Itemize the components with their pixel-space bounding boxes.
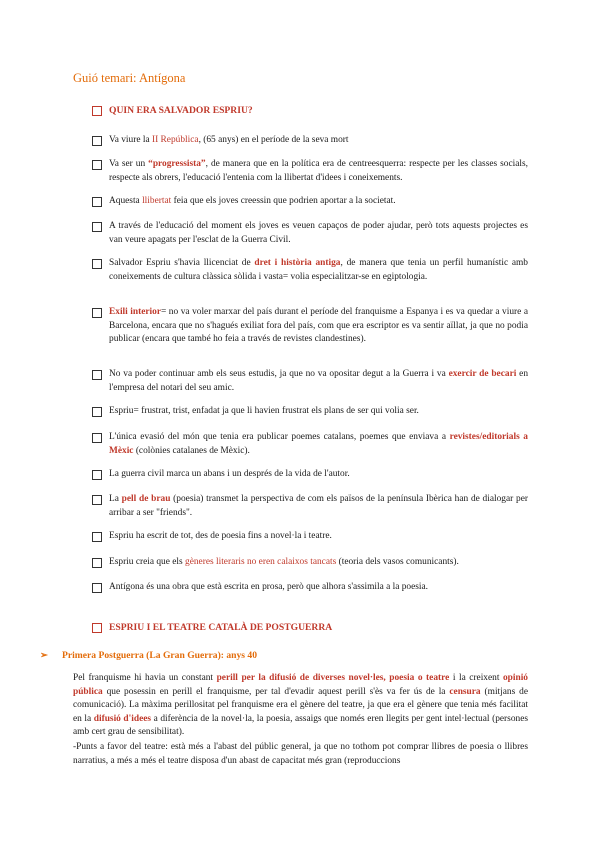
section-heading-espriu <box>92 105 253 116</box>
list-item: La pell de brau (poesia) transmet la perspectiva de com els països de la península Ibèrica han de dialogar per arribar a ser "friends". <box>92 493 528 520</box>
highlight: censura <box>449 686 481 697</box>
list-item: Exili interior= no va voler marxar del país durant el període del franquisme a Espanya i es va quedar a viure a Barcelona, encara que no s'hagués exiliat fora del país, com que era escriptor es va sentir aïllat, ja que no podia publicar (encara que també ho feia a través de revistes clandestines). <box>92 306 528 347</box>
section-heading-text: ESPRIU I EL TEATRE CATALÀ DE POSTGUERRA <box>109 622 333 633</box>
highlight: llibertat <box>142 196 172 206</box>
sub-heading-text: Primera Postguerra (La Gran Guerra): anys 40 <box>62 650 258 661</box>
checkbox[interactable] <box>92 259 102 269</box>
section-heading-text: QUIN ERA SALVADOR ESPRIU? <box>109 105 253 116</box>
highlight: II República <box>151 135 199 145</box>
checkbox[interactable] <box>92 370 102 380</box>
checkbox[interactable] <box>92 136 102 146</box>
highlight: Exili interior <box>109 307 161 317</box>
list-item: Va ser un “progressista”, de manera que en la política era de centreesquerra: respecte per les classes socials, respecte als obrers, l'educació l'entenia com la llibertat d'idees i coneixements. <box>92 158 528 185</box>
highlight: perill per la difusió de diverses novel·les, poesia o teatre <box>216 673 450 683</box>
sub-heading <box>40 650 257 661</box>
paragraph: -Punts a favor del teatre: està més a l'abast del públic general, ja que no tothom pot comprar llibres de poesia o llibres narratius, a més a més el teatre disposa d'un abast de capacitat més gran (reproduccions <box>73 742 528 766</box>
highlight: difusió d'idees <box>93 713 152 724</box>
list-item: L'única evasió del món que tenia era publicar poemes catalans, poemes que enviava a revistes/editorials a Mèxic (colònies catalanes de Mèxic). <box>92 431 528 458</box>
list-item: Va viure la II República, (65 anys) en el període de la seva mort <box>92 134 528 148</box>
list-item: Espriu ha escrit de tot, des de poesia fins a novel·la i teatre. <box>92 530 528 544</box>
checkbox[interactable] <box>92 222 102 232</box>
checkbox[interactable] <box>92 160 102 170</box>
list-item: Espriu creia que els gèneres literaris no eren calaixos tancats (teoria dels vasos comunicants). <box>92 556 528 570</box>
checkbox[interactable] <box>92 558 102 568</box>
highlight: revistes/editorials a Mèxic <box>109 432 528 456</box>
highlight: gèneres literaris no eren calaixos tancats <box>185 557 337 567</box>
list-item: Antígona és una obra que està escrita en prosa, però que alhora s'assimila a la poesia. <box>92 581 528 595</box>
checkbox[interactable] <box>92 495 102 505</box>
list-item: Salvador Espriu s'havia llicenciat de dret i història antiga, de manera que tenia un perfil humanístic amb coneixements de cultura clàssica sòlida i vasta= volia especialitzar-se en egiptologia. <box>92 257 528 284</box>
checkbox[interactable] <box>92 106 102 116</box>
checkbox[interactable] <box>92 433 102 443</box>
paragraph: Pel franquisme hi havia un constant perill per la difusió de diverses novel·les, poesia o teatre i la creixent opinió pública que posessin en perill el franquisme, per tal d'evadir aquest perill s'ès va fer ús de la censura (mitjans de comunicació). La màxima perillositat pel franquisme era el gènere del teatre, ja que era el gènere que tenia més facilitat en la difusió d'idees a diferència de la novel·la, la poesia, assaigs que només eren llegits per gent intel·lectual (persones amb cert grau de sensibilitat). <box>73 673 529 737</box>
list-item: La guerra civil marca un abans i un després de la vida de l'autor. <box>92 468 528 482</box>
checkbox[interactable] <box>92 470 102 480</box>
list-item: No va poder continuar amb els seus estudis, ja que no va opositar degut a la Guerra i va exercir de becari en l'empresa del notari del seu amic. <box>92 368 528 395</box>
list-item: Aquesta llibertat feia que els joves creessin que podrien aportar a la societat. <box>92 195 528 209</box>
checkbox[interactable] <box>92 532 102 542</box>
list-item: Espriu= frustrat, trist, enfadat ja que li havien frustrat els plans de ser qui volia ser. <box>92 405 528 419</box>
checkbox[interactable] <box>92 623 102 633</box>
highlight: “progressista” <box>148 159 206 169</box>
checkbox[interactable] <box>92 407 102 417</box>
arrow-bullet-icon: ➢ <box>40 650 49 661</box>
section-heading-teatre <box>92 622 332 633</box>
highlight: exercir de becari <box>448 369 517 379</box>
checkbox[interactable] <box>92 308 102 318</box>
highlight: dret i història antiga <box>254 258 341 268</box>
checkbox[interactable] <box>92 583 102 593</box>
list-item: A través de l'educació del moment els joves es veuen capaços de poder ajudar, però tots aquests projectes es van veure apagats per l'esclat de la Guerra Civil. <box>92 220 528 247</box>
highlight: pell de brau <box>121 494 171 504</box>
document-title: Guió temari: Antígona <box>73 71 186 85</box>
highlight: opinió pública <box>73 673 528 697</box>
checkbox[interactable] <box>92 197 102 207</box>
